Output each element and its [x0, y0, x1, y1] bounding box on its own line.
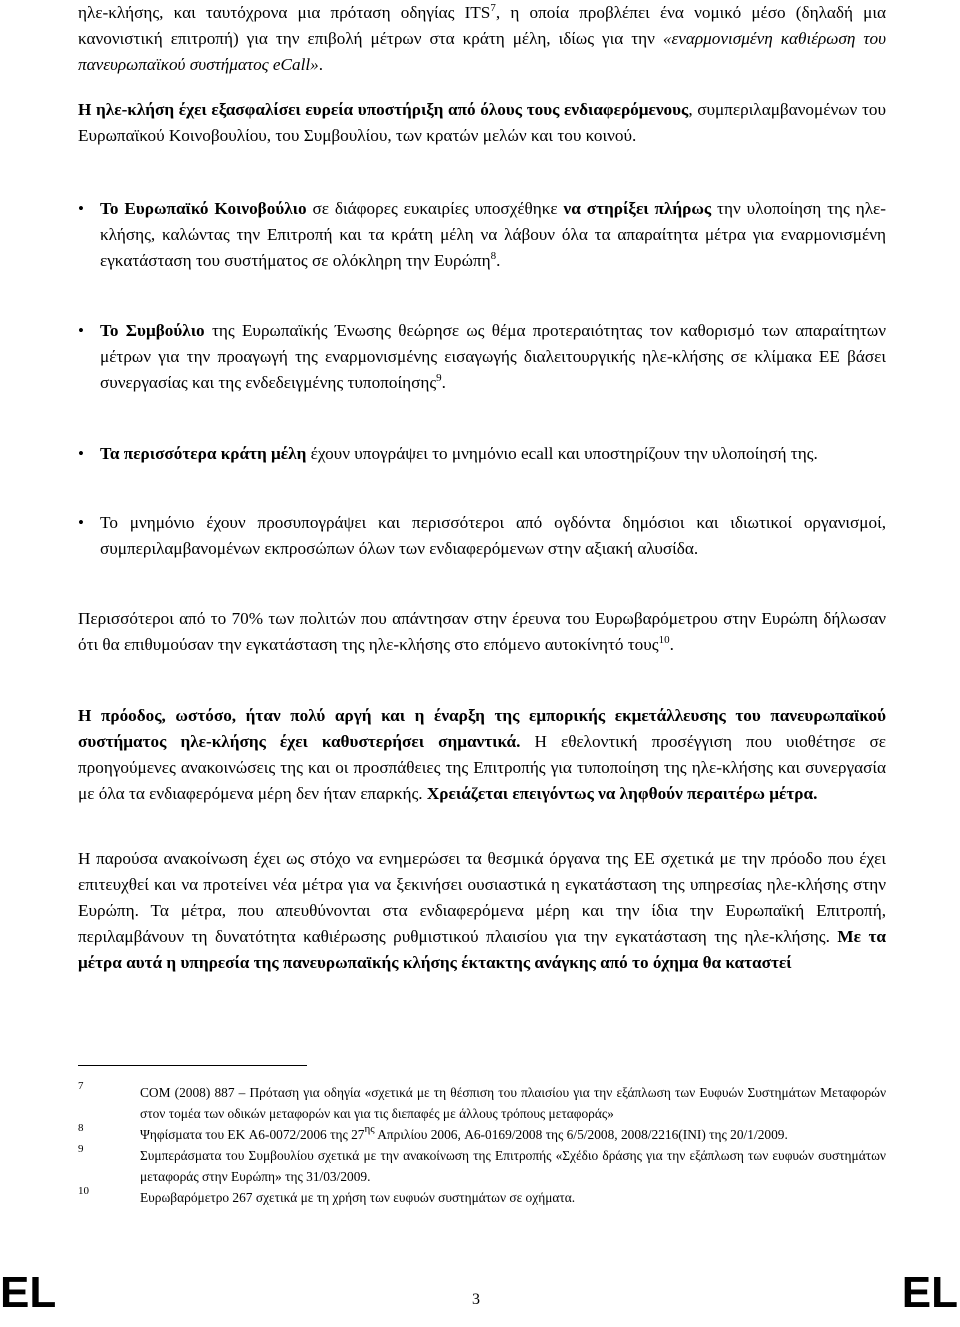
footnote-separator [78, 1065, 307, 1066]
language-code-right: EL [901, 1268, 958, 1317]
bullet-icon: • [78, 199, 84, 218]
text: την υλοποίηση της ηλε-κλήσης, καλώντας την Επιτροπή και τα κράτη μέλη να λάβουν όλα τα απαραίτητα μέτρα για εναρμονισμένη εγκατάσταση του συστήματος σε ολόκληρη την Ευρώπη [100, 199, 886, 270]
text: . [441, 373, 446, 392]
footnote-ref-9[interactable]: 9 [436, 372, 442, 384]
footnote-text: Απριλίου 2006, A6-0169/2008 της 6/5/2008, 2008/2216(INI) της 20/1/2009. [374, 1127, 788, 1142]
bullet-icon: • [78, 444, 84, 463]
text: , συμπεριλαμβανομένων του Ευρωπαϊκού Κοινοβουλίου, του Συμβουλίου, των κρατών μελών και του κοινού. [78, 100, 886, 145]
footnote-10 [78, 1187, 886, 1208]
footnote-number: 7 [78, 1080, 84, 1092]
footnote-9 [78, 1145, 886, 1187]
list-item [78, 318, 886, 396]
bold-text: Το Ευρωπαϊκό Κοινοβούλιο [100, 199, 307, 218]
footnotes [78, 1082, 886, 1208]
footnote-number: 9 [78, 1143, 84, 1155]
bold-text: Το Συμβούλιο [100, 321, 205, 340]
text: , η οποία προβλέπει ένα νομικό μέσο (δηλαδή μια κανονιστική επιτροπή) για την επιβολή μέτρων στα κράτη μέλη, ιδίως για την [78, 3, 887, 48]
footnote-text: Συμπεράσματα του Συμβουλίου σχετικά με την ανακοίνωση της Επιτροπής «Σχέδιο δράσης για την εξάπλωση των ευφυών συστημάτων μεταφοράς στην Ευρώπη» της 31/03/2009. [140, 1148, 886, 1184]
footnote-text: COM (2008) 887 – Πρόταση για οδηγία «σχετικά με τη θέσπιση του πλαισίου για την εξάπλωση των Ευφυών Συστημάτων Μεταφορών στον τομέα των οδικών μεταφορών και για τις διεπαφές με άλλους τρόπους μεταφοράς» [140, 1085, 886, 1121]
text: Η παρούσα ανακοίνωση έχει ως στόχο να ενημερώσει τα θεσμικά όργανα της ΕΕ σχετικά με την πρόοδο που έχει επιτευχθεί και να προτείνει νέα μέτρα για να ξεκινήσει ουσιαστικά η εγκατάσταση της υπηρεσίας ηλε-κλήσης στην Ευρώπη. Τα μέτρα, που απευθύνονται στα ενδιαφερόμενα μέρη και την ίδια την Ευρωπαϊκή Επιτροπή, περιλαμβάνουν τη δυνατότητα καθιέρωσης ρυθμιστικού πλαισίου για την εγκατάσταση της ηλε-κλήσης. [78, 849, 886, 946]
list-item [78, 441, 886, 467]
text: . [496, 251, 501, 270]
footnote-number: 10 [78, 1185, 89, 1197]
page-footer [0, 1268, 960, 1318]
paragraph-support [78, 97, 886, 149]
bold-text: να στηρίξει πλήρως [563, 199, 712, 218]
italic-quote: «εναρμονισμένη καθιέρωση του πανευρωπαϊκού συστήματος eCall» [78, 29, 886, 74]
footnote-text: Ευρωβαρόμετρο 267 σχετικά με τη χρήση των ευφυών συστημάτων σε οχήματα. [140, 1190, 576, 1205]
text: έχουν υπογράψει το μνημόνιο ecall και υποστηρίζουν την υλοποίησή της. [306, 444, 818, 463]
text: Περισσότεροι από το 70% των πολιτών που απάντησαν στην έρευνα του Ευρωβαρόμετρου στην Ευρώπη δήλωσαν ότι θα επιθυμούσαν την εγκατάσταση της ηλε-κλήσης στο επόμενο αυτοκίνητό τους [78, 609, 886, 654]
paragraph-intro [78, 0, 886, 78]
paragraph-eurobarometer [78, 606, 886, 658]
ordinal-suffix: ης [364, 1123, 375, 1135]
bold-text: Χρειάζεται επειγόντως να ληφθούν περαιτέρω μέτρα. [426, 784, 818, 803]
footnote-7 [78, 1082, 886, 1124]
text: ηλε-κλήσης, και ταυτόχρονα μια πρόταση οδηγίας ITS [78, 3, 491, 22]
text: σε διάφορες ευκαιρίες υποσχέθηκε [306, 199, 564, 218]
bullet-icon: • [78, 321, 84, 340]
footnote-8 [78, 1124, 886, 1145]
text: Η εθελοντική προσέγγιση που υιοθέτησε σε προηγούμενες ανακοινώσεις της και οι προσπάθειες της Επιτροπής για τυποποίηση της ηλε-κλήσης και συνεργασία με όλα τα ενδιαφερόμενα μέρη δεν ήταν επαρκής. [78, 732, 886, 803]
bold-text: Τα περισσότερα κράτη μέλη [100, 444, 307, 463]
text: . [318, 55, 324, 74]
footnote-ref-7[interactable]: 7 [490, 2, 496, 14]
footnote-ref-8[interactable]: 8 [490, 250, 497, 262]
list-item [78, 196, 886, 274]
bold-text: Η ηλε-κλήση έχει εξασφαλίσει ευρεία υποστήριξη από όλους τους ενδιαφερόμενους [78, 100, 689, 119]
bold-text: Με τα μέτρα αυτά η υπηρεσία της πανευρωπαϊκής κλήσης έκτακτης ανάγκης από το όχημα θα καταστεί [78, 927, 886, 972]
text: . [669, 635, 674, 654]
paragraph-purpose [78, 846, 886, 976]
paragraph-progress [78, 703, 886, 807]
footnote-number: 8 [78, 1122, 84, 1134]
text: Το μνημόνιο έχουν προσυπογράψει και περισσότεροι από ογδόντα δημόσιοι και ιδιωτικοί οργανισμοί, συμπεριλαμβανομένων εκπροσώπων όλων των ενδιαφερόμενων στην αξιακή αλυσίδα. [100, 513, 886, 558]
bullet-icon: • [78, 513, 84, 532]
page-number: 3 [472, 1291, 480, 1308]
text: της Ευρωπαϊκής Ένωσης θεώρησε ως θέμα προτεραιότητας τον καθορισμό των απαραίτητων μέτρων για την προαγωγή της εναρμονισμένης εισαγωγής διαλειτουργικής ηλε-κλήσης σε κλίμακα ΕΕ βάσει συνεργασίας και της ενδεδειγμένης τυποποίησης [100, 321, 886, 392]
footnote-ref-10[interactable]: 10 [658, 634, 670, 646]
bold-text: Η πρόοδος, ωστόσο, ήταν πολύ αργή και η έναρξη της εμπορικής εκμετάλλευσης του πανευρωπαϊκού συστήματος ηλε-κλήσης έχει καθυστερήσει σημαντικά. [78, 706, 886, 751]
language-code-left: EL [0, 1268, 57, 1317]
footnote-text: Ψηφίσματα του ΕΚ A6-0072/2006 της 27 [140, 1127, 365, 1142]
list-item [78, 510, 886, 562]
